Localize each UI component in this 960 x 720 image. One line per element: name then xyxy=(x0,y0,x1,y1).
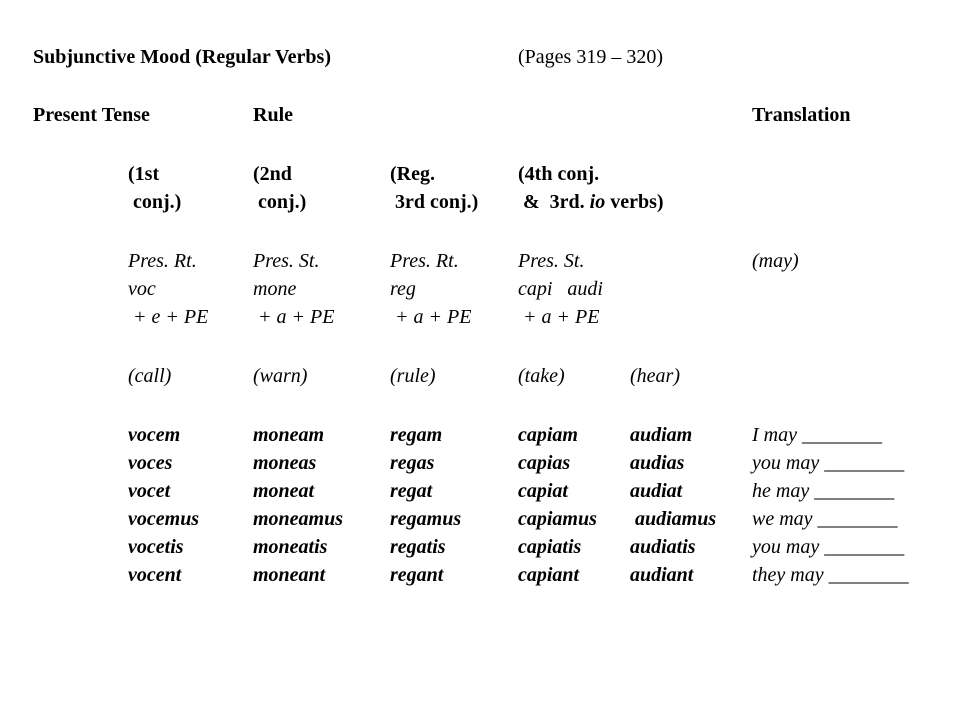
conj-3-label-line2: 3rd conj.) xyxy=(390,191,479,213)
rule-stem-c1: voc xyxy=(128,278,156,300)
translation-base: (may) xyxy=(752,250,799,272)
rule-stem-c4: capi audi xyxy=(518,278,603,300)
rule-base-c3: Pres. Rt. xyxy=(390,250,459,272)
form-c4: capias xyxy=(518,452,571,474)
heading-rule: Rule xyxy=(253,104,293,126)
form-c1: vocet xyxy=(128,480,171,502)
form-c1: vocem xyxy=(128,424,181,446)
form-c3: regat xyxy=(390,480,433,502)
form-translation: you may ________ xyxy=(752,452,905,474)
form-c4: capiam xyxy=(518,424,578,446)
form-translation: I may ________ xyxy=(752,424,882,446)
conj-4-label-part-b: verbs) xyxy=(605,191,664,213)
form-translation: we may ________ xyxy=(752,508,898,530)
form-c5: audias xyxy=(630,452,685,474)
conj-2-label-line2: conj.) xyxy=(253,191,307,213)
meaning-c4: (take) xyxy=(518,365,565,387)
form-c1: vocent xyxy=(128,564,182,586)
rule-formula-c2: + a + PE xyxy=(253,306,335,328)
meaning-c5: (hear) xyxy=(630,365,680,387)
heading-present-tense: Present Tense xyxy=(33,104,150,126)
form-c2: moneas xyxy=(253,452,317,474)
conj-3-label-line1: (Reg. xyxy=(390,163,435,185)
conj-4-label-line2 xyxy=(518,190,664,214)
form-translation: you may ________ xyxy=(752,536,905,558)
rule-formula-c3: + a + PE xyxy=(390,306,472,328)
form-c4: capiat xyxy=(518,480,568,502)
conj-4-label-io: io xyxy=(589,191,606,213)
form-c5: audiat xyxy=(630,480,683,502)
conj-1-label-line2: conj.) xyxy=(128,191,182,213)
form-translation: he may ________ xyxy=(752,480,895,502)
rule-stem-c3: reg xyxy=(390,278,416,300)
form-c3: regamus xyxy=(390,508,462,530)
conj-4-label-line1: (4th conj. xyxy=(518,163,600,185)
form-c2: moneant xyxy=(253,564,326,586)
rule-formula-c1: + e + PE xyxy=(128,306,209,328)
form-c5: audiam xyxy=(630,424,693,446)
meaning-c3: (rule) xyxy=(390,365,436,387)
page-title: Subjunctive Mood (Regular Verbs) xyxy=(33,46,331,68)
form-c4: capiant xyxy=(518,564,580,586)
form-c3: regam xyxy=(390,424,443,446)
form-c5: audiamus xyxy=(630,508,717,530)
page-reference: (Pages 319 – 320) xyxy=(518,46,663,68)
meaning-c2: (warn) xyxy=(253,365,308,387)
form-c3: regatis xyxy=(390,536,446,558)
rule-base-c1: Pres. Rt. xyxy=(128,250,197,272)
conj-4-label-part-a: & 3rd. xyxy=(518,191,590,213)
meaning-c1: (call) xyxy=(128,365,172,387)
rule-stem-c2: mone xyxy=(253,278,297,300)
form-c1: voces xyxy=(128,452,173,474)
form-c2: moneat xyxy=(253,480,315,502)
form-c3: regant xyxy=(390,564,444,586)
form-c3: regas xyxy=(390,452,435,474)
form-c2: moneam xyxy=(253,424,325,446)
form-c4: capiamus xyxy=(518,508,597,530)
form-translation: they may ________ xyxy=(752,564,909,586)
form-c1: vocemus xyxy=(128,508,200,530)
form-c2: moneamus xyxy=(253,508,344,530)
form-c5: audiant xyxy=(630,564,694,586)
conj-2-label-line1: (2nd xyxy=(253,163,292,185)
form-c5: audiatis xyxy=(630,536,696,558)
rule-base-c4: Pres. St. xyxy=(518,250,585,272)
form-c1: vocetis xyxy=(128,536,184,558)
rule-formula-c4: + a + PE xyxy=(518,306,600,328)
form-c4: capiatis xyxy=(518,536,582,558)
conj-1-label-line1: (1st xyxy=(128,163,160,185)
rule-base-c2: Pres. St. xyxy=(253,250,320,272)
heading-translation: Translation xyxy=(752,104,851,126)
form-c2: moneatis xyxy=(253,536,328,558)
